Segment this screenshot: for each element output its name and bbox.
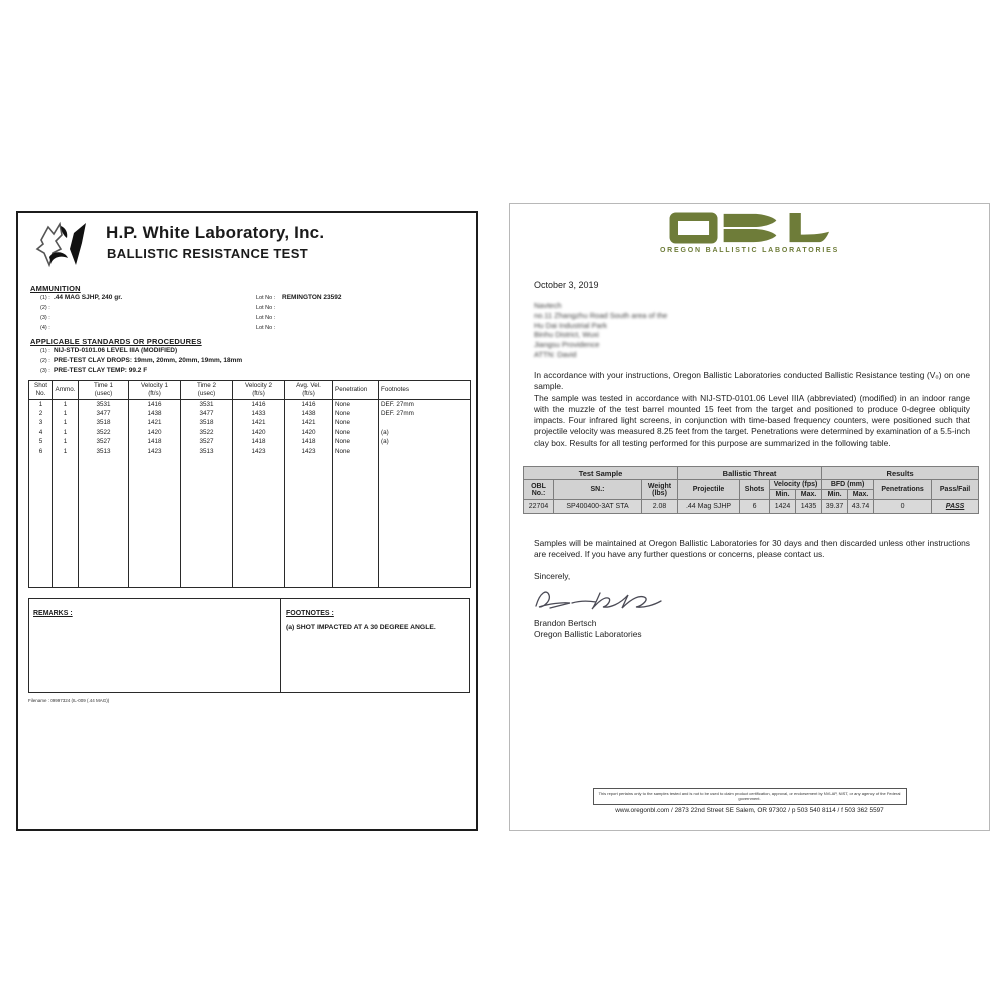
col-obl-no: OBL No.: [524,480,554,500]
cell: 3513 [79,447,129,457]
cell: 1 [53,447,79,457]
filename-line: Filename : 09997324 (IL-009 (.44 MAG)) [28,698,110,703]
recipient-line: ATTN: David [534,349,577,359]
cell-shots: 6 [740,500,770,514]
cell: 3531 [181,400,233,410]
cell: 1418 [233,438,285,448]
shot-row [29,419,471,429]
col-time2: Time 2 (usec) [181,381,233,400]
shot-row [29,409,471,419]
ammo-row [30,323,468,333]
group-ballistic-threat: Ballistic Threat [678,467,822,480]
cell: 3522 [181,428,233,438]
results-subheader-row [524,480,979,490]
cell: 1 [53,419,79,429]
standards-heading: APPLICABLE STANDARDS OR PROCEDURES [30,337,202,346]
col-velocity2: Velocity 2 (ft/s) [233,381,285,400]
cell: 1 [53,400,79,410]
standard-text: NIJ-STD-0101.06 LEVEL IIIA (MODIFIED) [54,347,178,354]
col-bfd-min: Min. [822,490,848,500]
footnotes-heading: FOOTNOTES : [286,610,334,617]
cell: 1418 [129,438,181,448]
cell: 1421 [129,419,181,429]
obl-wordmark: OREGON BALLISTIC LABORATORIES [659,247,840,254]
signature-block [534,618,642,640]
cell: 3527 [181,438,233,448]
cell: None [333,400,379,410]
body-paragraph-1: In accordance with your instructions, Oregon Ballistic Laboratories conducted Ballistic Resistance testing (V₀) on one sample. [534,370,970,392]
cell: 1418 [285,438,333,448]
recipient-line: no.11 Zhangzhu Road South area of the [534,310,668,320]
col-weight: Weight (lbs) [642,480,678,500]
cell: 1421 [233,419,285,429]
cell: 3477 [79,409,129,419]
cell-bfd-min: 39.37 [822,500,848,514]
obl-logo-icon [664,212,836,244]
ammo-row [30,293,468,303]
lot-label: Lot No : [256,305,276,311]
cell: (a) [379,428,471,438]
cell: 1420 [285,428,333,438]
cell: DEF. 27mm [379,400,471,410]
cell: 1438 [129,409,181,419]
cell: 1433 [233,409,285,419]
standards-section [30,337,468,376]
signer-name: Brandon Bertsch [534,618,597,628]
recipient-line: Jiangsu Providence [534,340,600,350]
samples-retention-paragraph: Samples will be maintained at Oregon Ballistic Laboratories for 30 days and then discarded unless other instructions are received. If you have any further questions or concerns, please contact us. [534,538,970,560]
col-sn: SN.: [554,480,642,500]
standard-num: (1) : [40,348,50,354]
cell: 1420 [233,428,285,438]
cell: 1 [53,438,79,448]
shot-results-table [28,380,471,588]
letter-body [534,370,970,449]
cell: 6 [29,447,53,457]
footnote-a-text: (a) SHOT IMPACTED AT A 30 DEGREE ANGLE. [286,624,436,631]
cell: 3513 [181,447,233,457]
col-bfd-group: BFD (mm) [822,480,874,490]
col-vel-max: Max. [796,490,822,500]
company-name: H.P. White Laboratory, Inc. [106,223,325,242]
col-avg-vel: Avg. Vel. (ft/s) [285,381,333,400]
cell: 3518 [181,419,233,429]
cell: None [333,409,379,419]
col-shots: Shots [740,480,770,500]
lot-value: REMINGTON 23592 [282,294,342,301]
col-shot-no: Shot No. [29,381,53,400]
col-ammo: Ammo. [53,381,79,400]
lot-label: Lot No : [256,325,276,331]
cell: 1421 [285,419,333,429]
cell-penetrations: 0 [874,500,932,514]
lot-label: Lot No : [256,315,276,321]
results-table [523,466,979,514]
shot-row [29,438,471,448]
shot-row [29,447,471,457]
cell: 3531 [79,400,129,410]
standard-item [30,366,468,376]
ammo-num: (2) : [40,305,50,311]
col-pass-fail: Pass/Fail [932,480,979,500]
standard-text: PRE-TEST CLAY TEMP: 99.2 F [54,367,148,374]
cell: 1 [29,400,53,410]
remarks-footnotes-box [28,598,470,693]
recipient-line: Navtech [534,301,562,310]
cell: (a) [379,438,471,448]
disclaimer-box: This report pertains only to the samples tested and is not to be used to claim product certification, approval, or endorsement by NVLAP, NIST, or any agency of the Federal government. [593,788,907,805]
cell-weight: 2.08 [642,500,678,514]
closing-text: Sincerely, [534,571,571,581]
cell: 1438 [285,409,333,419]
shot-row [29,428,471,438]
results-group-header-row [524,467,979,480]
cell: 1 [53,409,79,419]
group-results: Results [822,467,979,480]
ammo-row [30,313,468,323]
shot-table-empty-space [29,457,471,588]
cell-vel-min: 1424 [770,500,796,514]
cell: 5 [29,438,53,448]
remarks-cell [29,599,281,692]
cell-sn: SP400400-3AT STA [554,500,642,514]
standard-num: (3) : [40,368,50,374]
ammo-row [30,303,468,313]
ammo-num: (4) : [40,325,50,331]
cell: DEF. 27mm [379,409,471,419]
remarks-heading: REMARKS : [33,610,73,617]
recipient-line: Binhu District, Wuxi [534,330,599,340]
standard-num: (2) : [40,358,50,364]
ammunition-section [30,284,468,333]
cell-obl-no: 22704 [524,500,554,514]
report-title: BALLISTIC RESISTANCE TEST [107,246,309,261]
standard-item [30,356,468,366]
lot-label: Lot No : [256,295,276,301]
recipient-address-redacted [534,301,667,360]
group-test-sample: Test Sample [524,467,678,480]
cell: 1423 [233,447,285,457]
cell: 3 [29,419,53,429]
obl-letter-page [509,203,990,831]
cell [379,447,471,457]
hp-white-logo-icon [34,219,98,271]
cell: 1416 [233,400,285,410]
hp-white-report-page [16,211,478,831]
cell: 2 [29,409,53,419]
col-bfd-max: Max. [848,490,874,500]
standard-item [30,346,468,356]
col-vel-min: Min. [770,490,796,500]
col-penetration: Penetration [333,381,379,400]
cell: None [333,419,379,429]
cell: 1420 [129,428,181,438]
cell: 1416 [285,400,333,410]
cell: 4 [29,428,53,438]
col-velocity1: Velocity 1 (ft/s) [129,381,181,400]
col-velocity-group: Velocity (fps) [770,480,822,490]
shot-row [29,400,471,410]
cell-projectile: .44 Mag SJHP [678,500,740,514]
cell: 1 [53,428,79,438]
results-data-row [524,500,979,514]
cell: None [333,428,379,438]
cell: 3518 [79,419,129,429]
ammo-num: (1) : [40,295,50,301]
ammunition-heading: AMMUNITION [30,284,81,293]
col-time1: Time 1 (usec) [79,381,129,400]
signature-image [530,582,665,614]
cell-bfd-max: 43.74 [848,500,874,514]
ammo-value: .44 MAG SJHP, 240 gr. [54,294,123,301]
body-paragraph-2: The sample was tested in accordance with NIJ-STD-0101.06 Level IIIA (abbreviated) (modified) in an indoor range with the muzzle of the test barrel mounted 15 feet from the target and positioned to produce 0-degree obliquity impacts. Four infrared light screens, in conjunction with time-based frequency counters, were positioned such that projectile velocity was measured 8.25 feet from the target. Penetrations were determined by examination of a 5.5-inch clay box. Results for all testing performed for this purpose are summarized in the following table. [534,392,970,448]
ammo-num: (3) : [40,315,50,321]
cell: 1423 [129,447,181,457]
shot-table-header-row [29,381,471,400]
signer-org: Oregon Ballistic Laboratories [534,629,642,639]
cell: 1423 [285,447,333,457]
letter-date: October 3, 2019 [534,280,599,290]
cell: 3477 [181,409,233,419]
standard-text: PRE-TEST CLAY DROPS: 19mm, 20mm, 20mm, 19mm, 18mm [54,357,243,364]
recipient-line: Hu Dai Industrial Park [534,320,607,330]
footnotes-cell [281,599,469,692]
col-footnotes: Footnotes [379,381,471,400]
col-projectile: Projectile [678,480,740,500]
cell: None [333,438,379,448]
cell: 1416 [129,400,181,410]
cell: 3527 [79,438,129,448]
cell-pass-fail: PASS [932,500,979,514]
cell: None [333,447,379,457]
cell [379,419,471,429]
col-penetrations: Penetrations [874,480,932,500]
footer-contact-line: www.oregonbl.com / 2873 22nd Street SE Salem, OR 97302 / p 503 540 8114 / f 503 362 5597 [615,807,884,814]
cell-vel-max: 1435 [796,500,822,514]
cell: 3522 [79,428,129,438]
